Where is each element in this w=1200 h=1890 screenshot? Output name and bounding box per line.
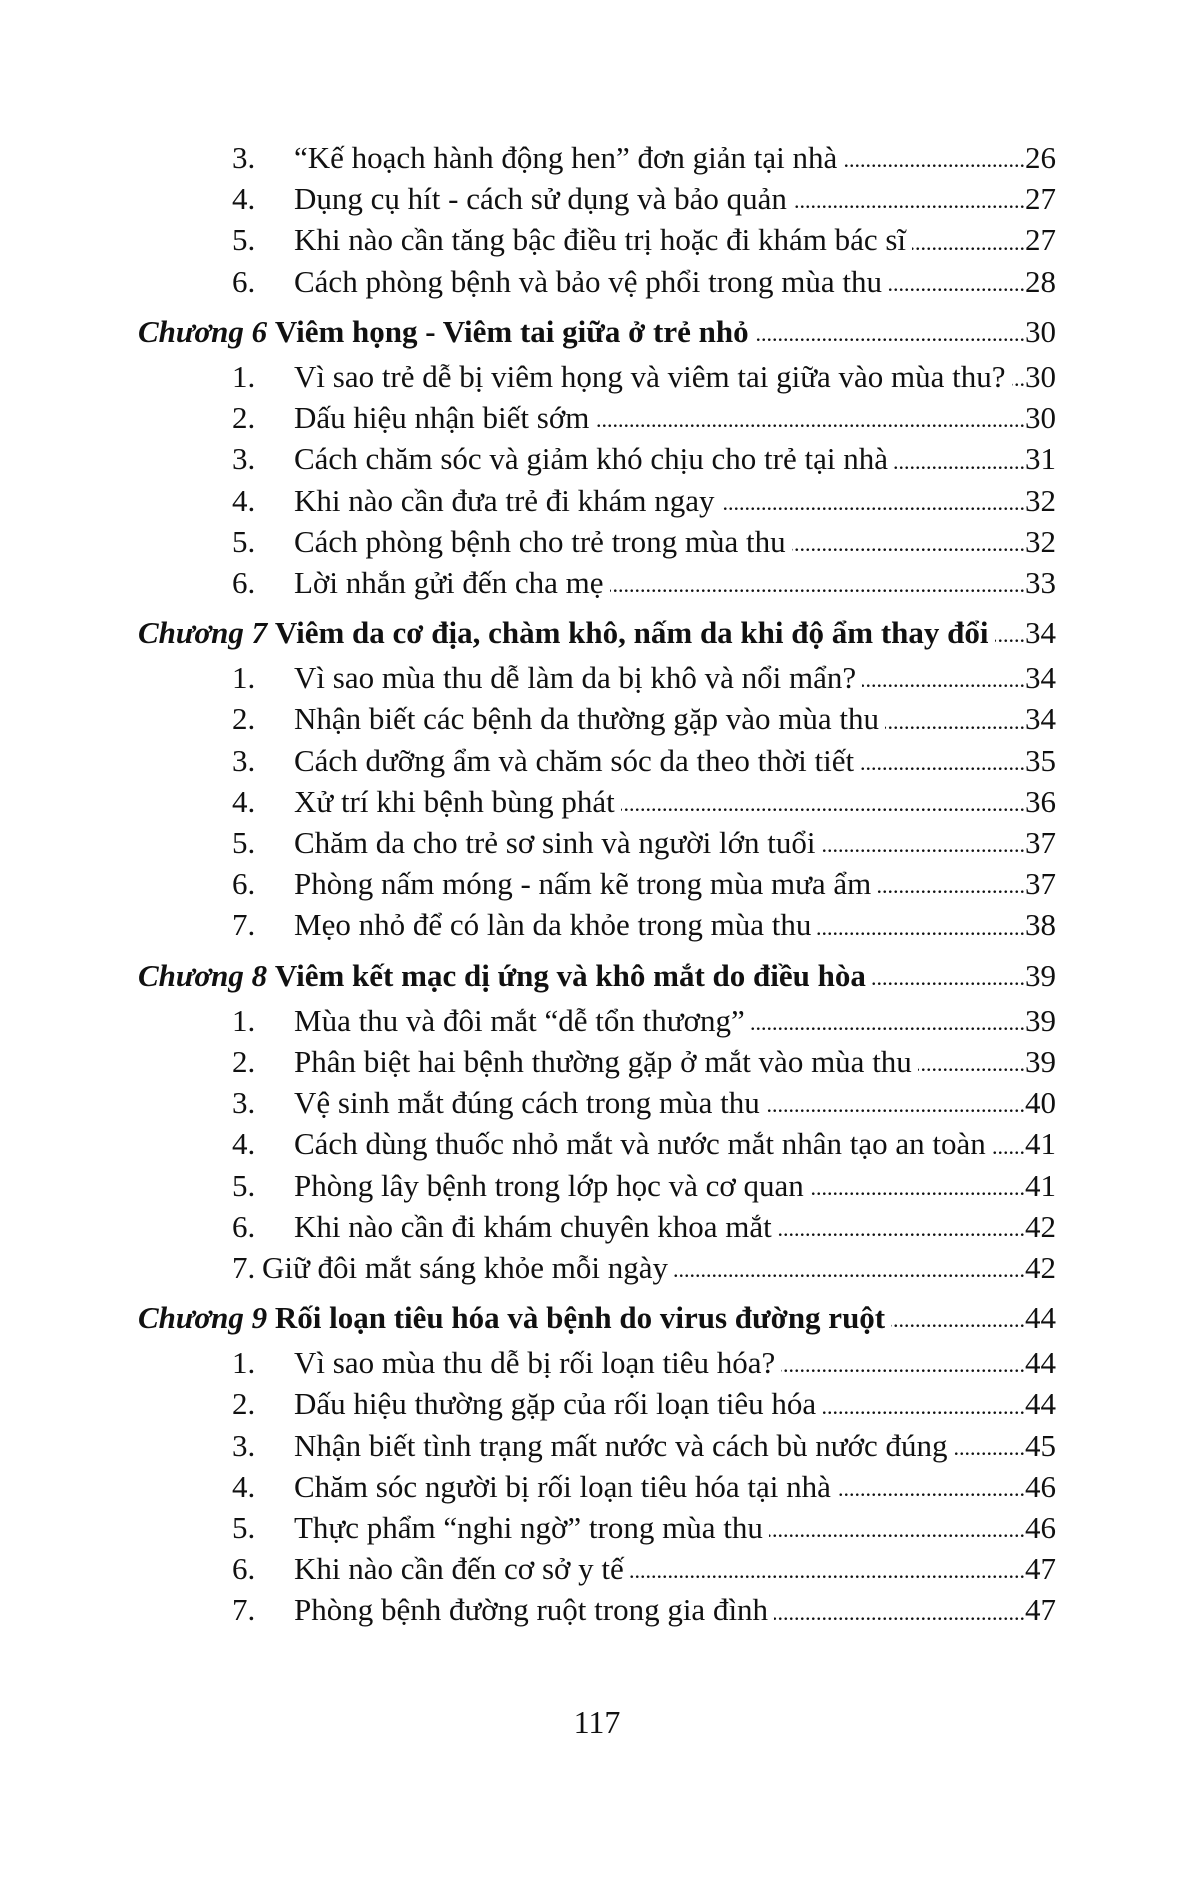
dot-leader [766,1082,1025,1123]
dot-leader [781,1342,1025,1383]
item-title: Phòng nấm móng - nấm kẽ trong mùa mưa ẩm [294,866,872,902]
item-number: 3. [232,1085,256,1121]
toc-item [232,562,1056,603]
item-title: Nhận biết tình trạng mất nước và cách bù nước đúng [294,1427,948,1463]
item-number: 7. [232,1249,256,1285]
item-page-ref: 26 [1025,140,1056,175]
toc-item [232,1082,1056,1123]
toc-item [232,1206,1056,1247]
dot-leader [860,740,1025,781]
dot-leader [891,1297,1025,1338]
item-number: 6. [232,1551,256,1587]
dot-leader [793,178,1025,219]
chapter-title: Viêm da cơ địa, chàm khô, nấm da khi độ ẩm thay đổi [274,615,989,651]
toc-item [232,438,1056,479]
item-page-ref: 45 [1025,1427,1056,1463]
item-page-ref: 30 [1025,358,1056,394]
item-title: Phòng bệnh đường ruột trong gia đình [294,1592,769,1628]
item-page-ref: 47 [1025,1551,1056,1587]
item-page-ref: 41 [1025,1167,1056,1203]
item-page-ref: 34 [1025,701,1056,737]
toc-item [232,781,1056,822]
chapter-label: Chương 9 [138,1300,268,1336]
toc-item [232,1165,1056,1206]
dot-leader [595,397,1025,438]
item-page-ref: 44 [1025,1345,1056,1381]
item-number: 6. [232,263,256,299]
toc-item [232,356,1056,397]
toc-item [232,822,1056,863]
dot-leader [822,1383,1025,1424]
dot-leader [792,521,1025,562]
chapter-title: Viêm kết mạc dị ứng và khô mắt do điều hòa [274,957,866,993]
chapter-page-ref: 30 [1025,313,1056,349]
item-page-ref: 35 [1025,742,1056,778]
item-page-ref: 27 [1025,181,1056,217]
item-title: Dấu hiệu thường gặp của rối loạn tiêu hóa [294,1386,817,1422]
item-title: Mùa thu và đôi mắt “dễ tổn thương” [294,1002,745,1038]
dot-leader [918,1041,1025,1082]
toc-item [232,740,1056,781]
dot-leader [778,1206,1025,1247]
chapter-label: Chương 6 [138,313,268,349]
chapter-page-ref: 34 [1025,615,1056,651]
item-page-ref: 30 [1025,400,1056,436]
toc-item [232,480,1056,521]
toc-item [232,1247,1056,1288]
item-page-ref: 37 [1025,825,1056,860]
item-title: Vệ sinh mắt đúng cách trong mùa thu [294,1085,760,1121]
dot-leader [821,822,1025,863]
item-title: Chăm da cho trẻ sơ sinh và người lớn tuổi [294,825,816,860]
item-number: 4. [232,482,256,518]
item-page-ref: 36 [1025,783,1056,819]
item-number: 2. [232,1043,256,1079]
item-number: 2. [232,400,256,436]
item-page-ref: 46 [1025,1510,1056,1545]
chapter-heading [138,955,1056,996]
item-title: Cách phòng bệnh cho trẻ trong mùa thu [294,523,786,559]
item-number: 6. [232,866,256,902]
item-title: Phân biệt hai bệnh thường gặp ở mắt vào mùa thu [294,1043,912,1079]
dot-leader [674,1247,1025,1288]
toc-item [232,904,1056,945]
toc-item [232,657,1056,698]
toc-item [232,1466,1056,1507]
dot-leader [894,438,1025,479]
chapter-page-ref: 44 [1025,1300,1056,1336]
dot-leader [1012,356,1025,397]
item-title: Cách phòng bệnh và bảo vệ phổi trong mùa thu [294,263,883,299]
item-title: Xử trí khi bệnh bùng phát [294,783,615,819]
toc-item [232,137,1056,178]
dot-leader [769,1507,1025,1548]
item-title: Giữ đôi mắt sáng khỏe mỗi ngày [262,1249,668,1285]
dot-leader [755,311,1025,352]
toc-item [232,1123,1056,1164]
page-number: 117 [573,1704,621,1740]
chapter-label: Chương 8 [138,957,268,993]
item-page-ref: 32 [1025,523,1056,559]
item-page-ref: 39 [1025,1043,1056,1079]
item-page-ref: 44 [1025,1386,1056,1422]
item-number: 4. [232,1468,256,1504]
dot-leader [888,261,1025,302]
toc-item [232,698,1056,739]
item-number: 6. [232,564,256,600]
item-page-ref: 34 [1025,660,1056,696]
toc-item [232,863,1056,904]
toc-item [232,1548,1056,1589]
item-title: Cách dưỡng ẩm và chăm sóc da theo thời tiết [294,742,855,778]
dot-leader [774,1589,1025,1630]
item-number: 2. [232,1386,256,1422]
toc-item [232,1425,1056,1466]
chapter-title: Viêm họng - Viêm tai giữa ở trẻ nhỏ [274,313,749,349]
toc-item [232,1589,1056,1630]
item-title: Khi nào cần đưa trẻ đi khám ngay [294,482,715,518]
toc-item [232,261,1056,302]
chapter-heading [138,311,1056,352]
item-title: Cách dùng thuốc nhỏ mắt và nước mắt nhân tạo an toàn [294,1126,986,1162]
item-page-ref: 42 [1025,1249,1056,1285]
dot-leader [953,1425,1025,1466]
item-title: Thực phẩm “nghi ngờ” trong mùa thu [294,1510,763,1545]
item-title: Cách chăm sóc và giảm khó chịu cho trẻ tại nhà [294,441,888,477]
chapter-label: Chương 7 [138,615,268,651]
dot-leader [837,1466,1025,1507]
toc-item [232,219,1056,260]
chapter-heading [138,612,1056,653]
toc-item [232,178,1056,219]
item-number: 3. [232,742,256,778]
item-title: Vì sao mùa thu dễ làm da bị khô và nổi mẩn? [294,660,857,696]
item-page-ref: 41 [1025,1126,1056,1162]
toc-item [232,1342,1056,1383]
chapter-title: Rối loạn tiêu hóa và bệnh do virus đường ruột [274,1300,886,1336]
item-number: 7. [232,1592,256,1628]
toc-item [232,397,1056,438]
item-number: 1. [232,1345,256,1381]
dot-leader [751,1000,1025,1041]
item-number: 1. [232,358,256,394]
item-page-ref: 27 [1025,222,1056,258]
item-title: Dấu hiệu nhận biết sớm [294,400,590,436]
dot-leader [872,955,1025,996]
item-title: Nhận biết các bệnh da thường gặp vào mùa thu [294,701,879,737]
item-page-ref: 42 [1025,1208,1056,1244]
toc-item [232,1383,1056,1424]
item-page-ref: 40 [1025,1085,1056,1121]
toc-item [232,1000,1056,1041]
dot-leader [843,137,1025,178]
item-title: “Kế hoạch hành động hen” đơn giản tại nhà [294,140,838,175]
item-title: Vì sao trẻ dễ bị viêm họng và viêm tai giữa vào mùa thu? [294,358,1006,394]
item-title: Khi nào cần đến cơ sở y tế [294,1551,624,1587]
table-of-contents [0,137,1200,1631]
item-number: 2. [232,701,256,737]
item-number: 1. [232,660,256,696]
item-page-ref: 33 [1025,564,1056,600]
item-number: 3. [232,441,256,477]
item-page-ref: 47 [1025,1592,1056,1628]
item-title: Lời nhắn gửi đến cha mẹ [294,564,604,600]
toc-item [232,1507,1056,1548]
dot-leader [810,1165,1025,1206]
item-number: 3. [232,1427,256,1463]
item-number: 7. [232,907,256,943]
item-title: Dụng cụ hít - cách sử dụng và bảo quản [294,181,787,217]
item-title: Mẹo nhỏ để có làn da khỏe trong mùa thu [294,907,812,943]
dot-leader [992,1123,1025,1164]
item-number: 4. [232,181,256,217]
item-number: 5. [232,1167,256,1203]
item-number: 4. [232,1126,256,1162]
item-page-ref: 39 [1025,1002,1056,1038]
item-number: 1. [232,1002,256,1038]
dot-leader [877,863,1025,904]
item-number: 5. [232,222,256,258]
item-title: Khi nào cần tăng bậc điều trị hoặc đi khám bác sĩ [294,222,907,258]
item-number: 3. [232,140,256,175]
dot-leader [885,698,1025,739]
item-number: 6. [232,1208,256,1244]
dot-leader [630,1548,1025,1589]
item-page-ref: 37 [1025,866,1056,902]
item-number: 4. [232,783,256,819]
toc-item [232,521,1056,562]
item-title: Chăm sóc người bị rối loạn tiêu hóa tại nhà [294,1468,831,1504]
item-number: 5. [232,523,256,559]
item-page-ref: 32 [1025,482,1056,518]
item-page-ref: 28 [1025,263,1056,299]
item-number: 5. [232,825,256,860]
chapter-page-ref: 39 [1025,957,1056,993]
item-page-ref: 46 [1025,1468,1056,1504]
item-title: Phòng lây bệnh trong lớp học và cơ quan [294,1167,804,1203]
dot-leader [912,219,1025,260]
dot-leader [721,480,1025,521]
item-title: Vì sao mùa thu dễ bị rối loạn tiêu hóa? [294,1345,776,1381]
item-page-ref: 31 [1025,441,1056,477]
dot-leader [995,612,1025,653]
item-title: Khi nào cần đi khám chuyên khoa mắt [294,1208,772,1244]
dot-leader [610,562,1025,603]
dot-leader [862,657,1025,698]
dot-leader [621,781,1025,822]
toc-item [232,1041,1056,1082]
dot-leader [817,904,1025,945]
item-number: 5. [232,1510,256,1545]
item-page-ref: 38 [1025,907,1056,943]
chapter-heading [138,1297,1056,1338]
